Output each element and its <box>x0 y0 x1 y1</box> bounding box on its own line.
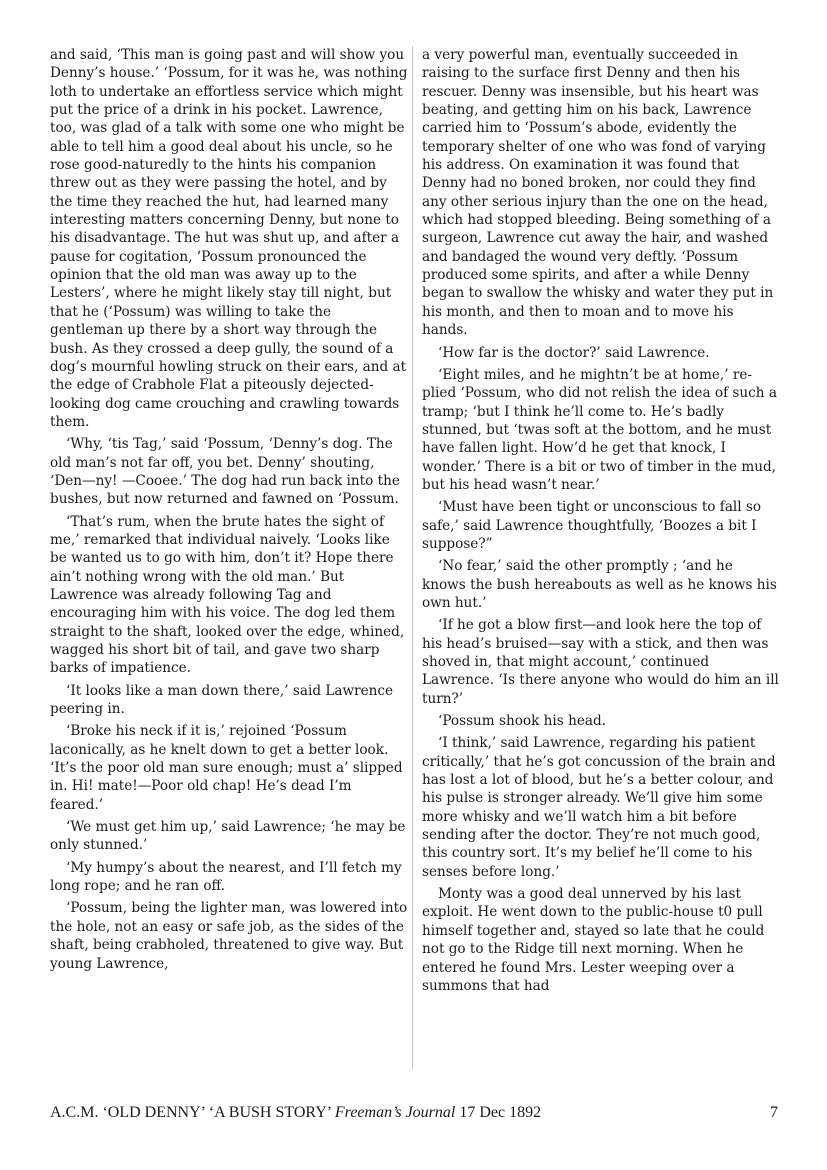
citation-journal: Freeman’s Journal <box>334 1104 456 1121</box>
left-text-column <box>50 46 408 977</box>
paragraph: Monty was a good deal unnerved by his last exploit. He went down to the public-house t0 pull himself together and, stayed so late that he could not go to the Ridge till next morning. When he entered he found Mrs. Lester weeping over a summons that had <box>422 886 765 994</box>
paragraph: ‘We must get him up,’ said Lawrence; ‘he may be only stunned.’ <box>50 819 406 854</box>
paragraph: ‘Eight miles, and he mightn’t be at home,’ re-plied ‘Possum, who did not relish the idea of such a tramp; ‘but I think he’ll come to. He’s badly stunned, but ‘twas soft at the bottom, and he must have fallen light. How’d he get that knock, I wonder.’ There is a bit or two of timber in the mud, but his head wasn’t near.’ <box>422 366 777 493</box>
citation-prefix: A.C.M. ‘OLD DENNY’ ‘A BUSH STORY’ <box>50 1104 335 1121</box>
paragraph: ‘I think,’ said Lawrence, regarding his patient critically,’ that he’s got concussion of the brain and has lost a lot of blood, but he’s a better colour, and his pulse is stronger already. We’ll give him some more whisky and we’ll watch him a bit before sending after the doctor. They’re not much good, this country sort. It’s my belief he’ll come to his senses before long.’ <box>422 735 776 880</box>
citation-date: 17 Dec 1892 <box>455 1104 542 1121</box>
footer-citation <box>50 1104 541 1122</box>
paragraph: ‘Why, ‘tis Tag,’ said ‘Possum, ‘Denny’s dog. The old man’s not far off, you bet. Denny’ shouting, ‘Den—ny! —Cooee.’ The dog had run back into the bushes, but now returned and fawned on ‘Possum. <box>50 436 400 508</box>
paragraph: ‘Must have been tight or unconscious to fall so safe,’ said Lawrence thoughtfully, ‘Boozes a bit I suppose?” <box>422 499 762 552</box>
page-number: 7 <box>770 1104 778 1121</box>
column-divider <box>412 46 413 1070</box>
paragraph: ‘It looks like a man down there,’ said Lawrence peering in. <box>50 682 394 718</box>
paragraph: ‘How far is the doctor?’ said Lawrence. <box>438 344 710 361</box>
paragraph: and said, ‘This man is going past and will show you Denny’s house.’ ‘Possum, for it was he, was nothing loth to undertake an effortless service which might put the price of a drink in his pocket. Lawrence, too, was glad of a talk with some one who might be able to tell him a good deal about his uncle, so he rose good-naturedly to the hints his companion threw out as they were passing the hotel, and by the time they reached the hut, had learned many interesting matters concerning Denny, but none to his disadvantage. The hut was shut up, and after a pause for cogitation, ‘Possum pronounced the opinion that the old man was away up to the Lesters’, where he might likely stay till night, but that he (‘Possum) was willing to take the gentleman up there by a short way through the bush. As they crossed a deep gully, the sound of a dog’s mournful howling struck on their ears, and at the edge of Crabhole Flat a piteously dejected-looking dog came crouching and crawling towards them. <box>50 47 408 430</box>
paragraph: ‘If he got a blow first—and look here the top of his head’s bruised—say with a stick, and then was shoved in, that might account,’ continued Lawrence. ‘Is there anyone who would do him an ill turn?’ <box>422 617 779 707</box>
paragraph: ‘Possum, being the lighter man, was lowered into the hole, not an easy or safe job, as the sides of the shaft, being crabholed, threatened to give way. But young Lawrence, <box>50 900 408 972</box>
paragraph: ‘No fear,’ said the other promptly ; ‘and he knows the bush hereabouts as well as he knows his own hut.’ <box>422 558 777 611</box>
paragraph: a very powerful man, eventually succeeded in raising to the surface first Denny and then his rescuer. Denny was insensible, but his heart was beating, and getting him on his back, Lawrence carried him to ‘Possum’s abode, evidently the temporary shelter of one who was fond of varying his address. On examination it was found that Denny had no boned broken, nor could they find any other serious injury than the one on the head, which had stopped bleeding. Being something of a surgeon, Lawrence cut away the hair, and washed and bandaged the wound very deftly. ‘Possum produced some spirits, and after a while Denny began to swallow the whisky and water they put in his month, and then to moan and to move his hands. <box>422 47 774 339</box>
right-text-column <box>422 46 780 999</box>
paragraph: ‘My humpy’s about the nearest, and I’ll fetch my long rope; and he ran off. <box>50 859 402 895</box>
paragraph: ‘That’s rum, when the brute hates the sight of me,’ remarked that individual naively. ‘Looks like be wanted us to go with him, don’t it? Hope there ain’t nothing wrong with the old man.’ But Lawrence was already following Tag and encouraging him with his voice. The dog led them straight to the shaft, looked over the edge, whined, wagged his short bit of tail, and gave two sharp barks of impatience. <box>50 513 405 677</box>
paragraph: ‘Broke his neck if it is,’ rejoined ‘Possum laconically, as he knelt down to get a better look. ‘It’s the poor old man sure enough; must a’ slipped in. Hi! mate!—Poor old chap! He’s dead I’m feared.’ <box>50 723 403 813</box>
paragraph: ‘Possum shook his head. <box>438 713 607 730</box>
